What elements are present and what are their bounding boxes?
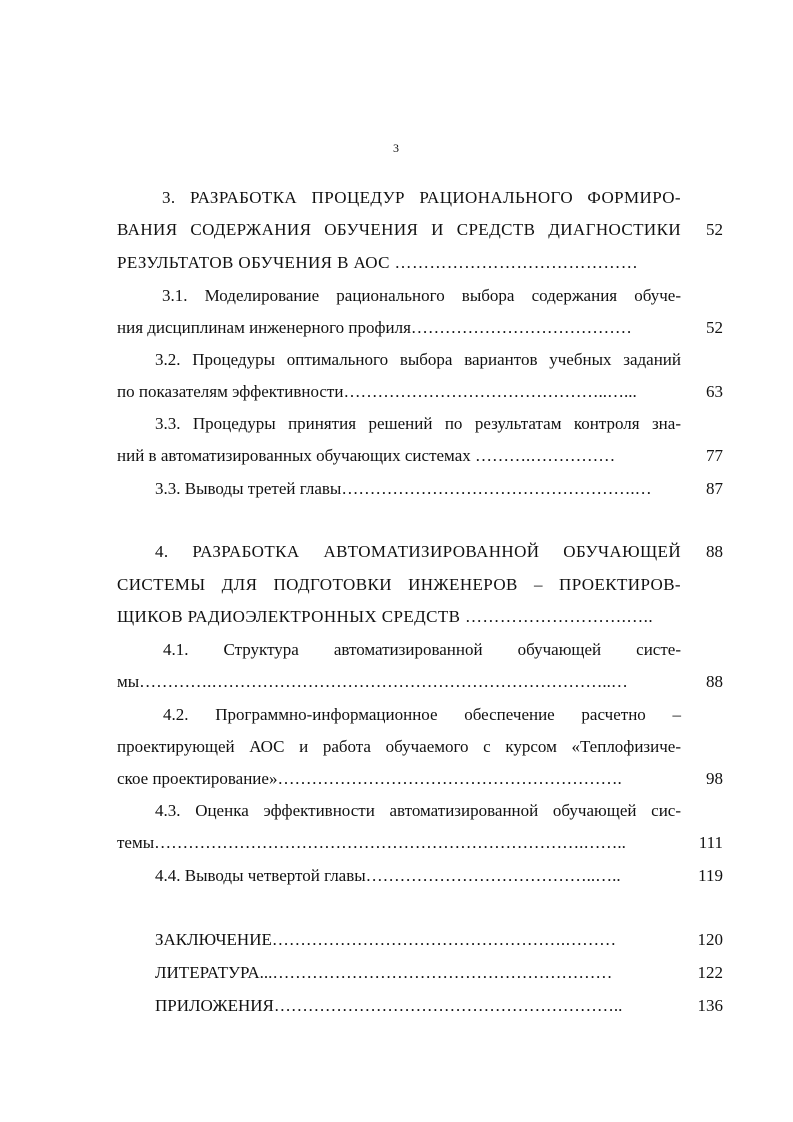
toc-appendices-page: 136 [697, 996, 723, 1015]
toc-chapter4-line3: ЩИКОВ РАДИОЭЛЕКТРОННЫХ СРЕДСТВ ……………………….….. [117, 607, 653, 626]
page-number: 3 [393, 141, 399, 155]
toc-chapter4-line2: СИСТЕМЫ ДЛЯ ПОДГОТОВКИ ИНЖЕНЕРОВ – ПРОЕКТИРОВ- [117, 575, 681, 594]
toc-s3-2-page: 63 [706, 382, 723, 401]
toc-s4-2-line3: ское проектирование»……………………………………………………. [117, 769, 622, 788]
toc-s4-3-line2: темы………………………………………………………………….…….. [117, 833, 626, 852]
toc-s4-3-page: 111 [698, 833, 723, 852]
toc-s4-1-line2: мы………….……………………………………………………………..… [117, 672, 628, 691]
toc-s4-3-line1: 4.3. Оценка эффективности автоматизированной обучающей сис- [155, 801, 681, 820]
toc-chapter4-page: 88 [706, 542, 723, 561]
toc-chapter3-line3: РЕЗУЛЬТАТОВ ОБУЧЕНИЯ В АОС …………………………………… [117, 253, 639, 272]
toc-s3-4-page: 87 [706, 479, 723, 498]
toc-conclusion: ЗАКЛЮЧЕНИЕ…………………………………………….……… [155, 930, 617, 949]
toc-s3-4-line1: 3.3. Выводы третей главы…………………………………………….… [155, 479, 652, 498]
toc-s4-1-line1: 4.1. Структура автоматизированной обучающей систе- [163, 640, 681, 659]
toc-chapter3-page: 52 [706, 220, 723, 239]
toc-s4-4-line1: 4.4. Выводы четвертой главы…………………………………..….. [155, 866, 621, 885]
toc-appendices: ПРИЛОЖЕНИЯ…………………………………………………….. [155, 996, 623, 1015]
toc-s4-2-line1: 4.2. Программно-информационное обеспечение расчетно – [163, 705, 681, 724]
toc-s3-3-line2: ний в автоматизированных обучающих системах ……….…………… [117, 446, 616, 465]
toc-conclusion-page: 120 [697, 930, 723, 949]
toc-s3-1-page: 52 [706, 318, 723, 337]
toc-s3-3-page: 77 [706, 446, 723, 465]
toc-chapter3-line1: 3. РАЗРАБОТКА ПРОЦЕДУР РАЦИОНАЛЬНОГО ФОРМИРО- [162, 188, 681, 207]
toc-s4-4-page: 119 [698, 866, 723, 885]
toc-s3-2-line2: по показателям эффективности………………………………………..…... [117, 382, 637, 401]
toc-s4-2-page: 98 [706, 769, 723, 788]
toc-s4-1-page: 88 [706, 672, 723, 691]
toc-s3-1-line2: ния дисциплинам инженерного профиля………………………………… [117, 318, 632, 337]
toc-s3-3-line1: 3.3. Процедуры принятия решений по результатам контроля зна- [155, 414, 681, 433]
toc-chapter3-line2: ВАНИЯ СОДЕРЖАНИЯ ОБУЧЕНИЯ И СРЕДСТВ ДИАГНОСТИКИ [117, 220, 681, 239]
toc-s3-1-line1: 3.1. Моделирование рационального выбора содержания обуче- [162, 286, 681, 305]
toc-literature-page: 122 [697, 963, 723, 982]
toc-s4-2-line2: проектирующей АОС и работа обучаемого с курсом «Теплофизиче- [117, 737, 681, 756]
toc-chapter4-line1: 4. РАЗРАБОТКА АВТОМАТИЗИРОВАННОЙ ОБУЧАЮЩЕЙ [155, 542, 681, 561]
toc-literature: ЛИТЕРАТУРА...…………………………………………………… [155, 963, 613, 982]
toc-s3-2-line1: 3.2. Процедуры оптимального выбора вариантов учебных заданий [155, 350, 681, 369]
